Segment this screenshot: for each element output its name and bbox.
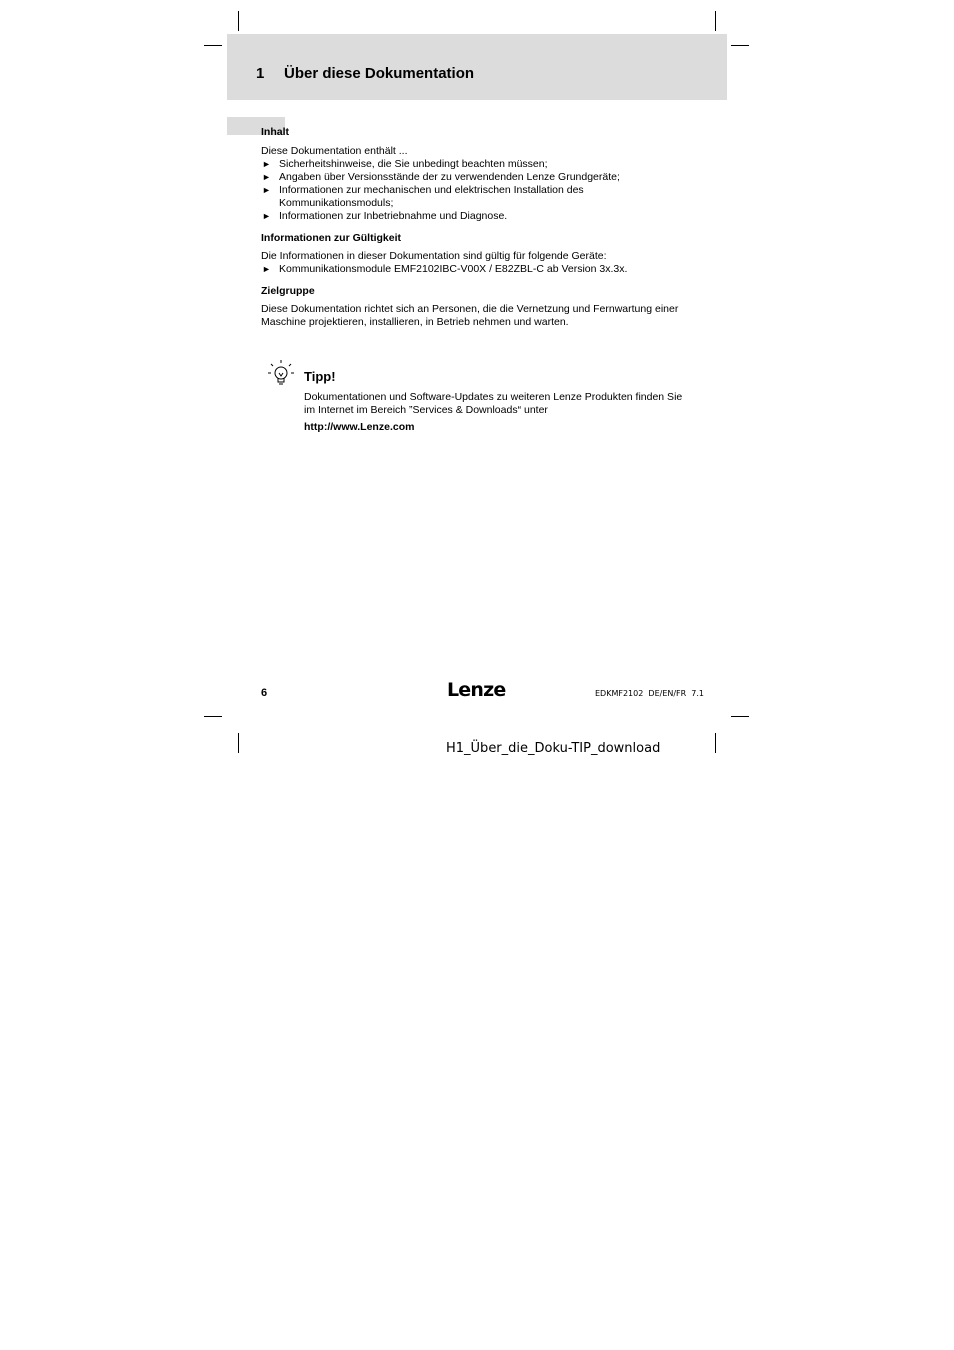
list-item: ► Angaben über Versionsstände der zu verwendenden Lenze Grundgeräte; [261, 171, 701, 184]
crop-mark [238, 733, 239, 753]
document-reference: EDKMF2102 DE/EN/FR 7.1 [595, 689, 705, 698]
gueltigkeit-intro: Die Informationen in dieser Dokumentation sind gültig für folgende Geräte: [261, 250, 607, 262]
crop-mark [715, 733, 716, 753]
list-item: ► Informationen zur Inbetriebnahme und Diagnose. [261, 210, 701, 223]
list-item: ► Sicherheitshinweise, die Sie unbedingt beachten müssen; [261, 158, 701, 171]
lightbulb-icon [265, 359, 295, 389]
inhalt-list [261, 158, 701, 223]
list-item: ► Kommunikationsmodule EMF2102IBC-V00X / E82ZBL-C ab Version 3x.3x. [261, 263, 701, 276]
chapter-title: Über diese Dokumentation [284, 65, 475, 82]
inhalt-intro: Diese Dokumentation enthält ... [261, 145, 408, 157]
section-heading-inhalt: Inhalt [261, 126, 289, 138]
crop-mark [204, 716, 222, 717]
section-heading-zielgruppe: Zielgruppe [261, 285, 315, 297]
file-label: H1_Über_die_Doku-TIP_download [446, 741, 661, 756]
chapter-number: 1 [256, 65, 265, 82]
tip-title: Tipp! [304, 369, 336, 384]
crop-mark [731, 45, 749, 46]
section-heading-gueltigkeit: Informationen zur Gültigkeit [261, 232, 402, 244]
gueltigkeit-list [261, 263, 701, 276]
lenze-logo: Lenze [447, 679, 506, 701]
lenze-website-link[interactable]: http://www.Lenze.com [304, 421, 415, 433]
main-content [261, 126, 701, 329]
crop-mark [204, 45, 222, 46]
zielgruppe-text: Diese Dokumentation richtet sich an Personen, die die Vernetzung und Fernwartung einer Maschine projektieren, installieren, in Betrieb nehmen und warten. [261, 303, 679, 328]
crop-mark [238, 11, 239, 31]
tip-text: Dokumentationen und Software-Updates zu weiteren Lenze Produkten finden Sie im Internet im Bereich ”Services & Downloads“ unter [304, 391, 683, 416]
list-item: ► Informationen zur mechanischen und elektrischen Installation des Kommunikationsmoduls; [261, 184, 609, 210]
crop-mark [715, 11, 716, 31]
crop-mark [731, 716, 749, 717]
page-number: 6 [261, 687, 268, 699]
